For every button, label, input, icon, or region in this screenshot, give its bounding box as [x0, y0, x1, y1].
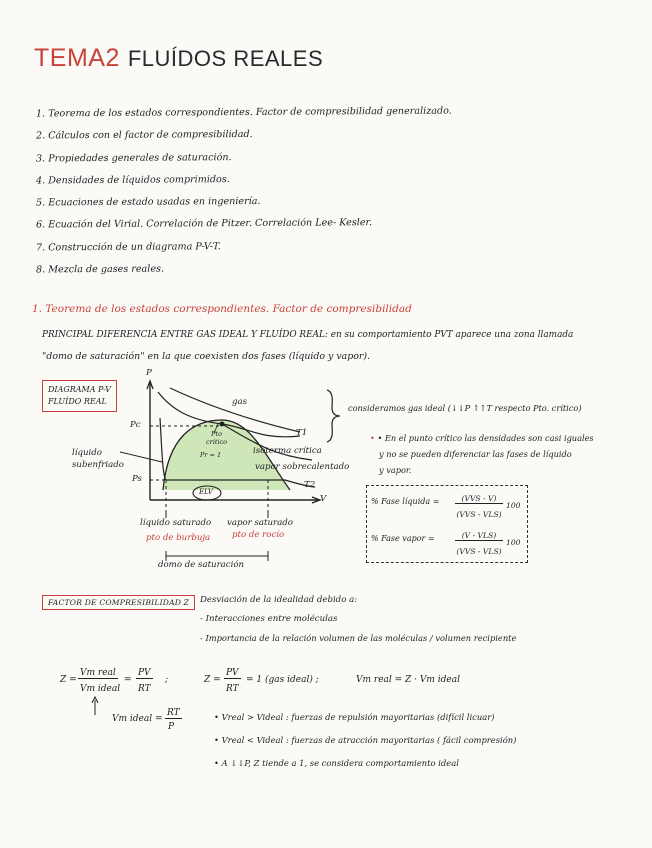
toc-item: 3. Propiedades generales de saturación. [35, 151, 232, 165]
critical-note: • • En el punto crítico las densidades son casi iguales [370, 433, 594, 443]
eq-sign: = [124, 675, 132, 685]
toc-item: 1. Teorema de los estados correspondientes. Factor de compresibilidad generalizado. [35, 105, 452, 120]
p3: P [168, 722, 175, 732]
bullet-item: • Vreal < Videal : fuerzas de atracción mayoritarias ( fácil compresión) [214, 735, 517, 745]
liquid-fraction-num: (VVS - V) [455, 494, 503, 504]
elv-label: ELV [199, 488, 213, 496]
desviacion-text: Desviación de la idealidad debido a: [200, 595, 358, 605]
z2-lhs: Z = [204, 675, 221, 685]
liquid-fraction-den: (VVS - VLS) [456, 510, 502, 519]
bullet-item: • Vreal > Videal : fuerzas de repulsión mayoritarias (difícil licuar) [214, 712, 495, 722]
vapor-fraction-label: % Fase vapor = [371, 534, 435, 543]
vm-ideal-eq: Vm ideal = [112, 714, 163, 724]
liquid-factor: 100 [506, 501, 521, 510]
diagram-label: FLUÍDO REAL [48, 397, 107, 406]
pr-label: Pr = 1 [200, 451, 222, 459]
liquido-line: líquido [72, 448, 102, 458]
gas-ideal-note: consideramos gas ideal (↓↓P ↑↑T respecto Pto. crítico) [348, 403, 582, 413]
title-sub: FLUÍDOS REALES [127, 46, 324, 71]
t2-label: T2 [304, 480, 316, 490]
critical-note-line: y vapor. [379, 465, 412, 475]
critical-point-line: crítico [206, 438, 228, 446]
toc-item: 6. Ecuación del Virial. Correlación de Pitzer. Correlación Lee- Kesler. [35, 217, 373, 231]
toc-item: 2. Cálculos con el factor de compresibilidad. [35, 129, 253, 142]
pc-label: Pc [130, 420, 141, 430]
toc-item: 5. Ecuaciones de estado usadas en ingeniería. [35, 196, 261, 209]
rt2: RT [226, 684, 239, 694]
z-lhs: Z = [60, 675, 77, 685]
z2-rhs: = 1 (gas ideal) ; [246, 675, 319, 685]
vm-real: Vm real [80, 668, 116, 678]
vm-ideal: Vm ideal [80, 684, 121, 694]
vap-saturado-label: vapor saturado [227, 518, 293, 528]
pv: PV [138, 668, 151, 678]
axis-v-label: V [320, 494, 327, 504]
critical-point-line: Pto [211, 430, 222, 438]
liquido-line: subenfriado [72, 460, 124, 470]
gas-label: gas [232, 397, 248, 407]
vapor-fraction-den: (VVS - VLS) [456, 547, 502, 556]
axis-p-label: P [146, 368, 152, 378]
bullet-item: • A ↓↓P, Z tiende a 1, se considera comportamiento ideal [214, 758, 459, 768]
semicolon: ; [165, 675, 169, 685]
ps-label: Ps [132, 474, 142, 484]
isoterma-label: isoterma crítica [253, 446, 322, 456]
pv2: PV [226, 668, 239, 678]
factor-box: FACTOR DE COMPRESIBILIDAD Z [42, 595, 195, 610]
desviacion-item: - Interacciones entre moléculas [200, 614, 338, 624]
vm-relation: Vm real = Z · Vm ideal [356, 675, 460, 685]
intro-line: "domo de saturación" en la que coexisten dos fases (líquido y vapor). [42, 351, 370, 362]
diagram-label: DIAGRAMA P-V [48, 385, 111, 394]
critical-note-line: • En el punto crítico las densidades son casi iguales [377, 433, 594, 443]
title-main: TEMA2 [34, 44, 120, 72]
vapor-factor: 100 [506, 538, 521, 547]
toc-item: 7. Construcción de un diagrama P-V-T. [35, 240, 221, 254]
rt: RT [138, 684, 151, 694]
intro-line: PRINCIPAL DIFERENCIA ENTRE GAS IDEAL Y FLUÍDO REAL: en su comportamiento PVT aparece una zona llamada [42, 330, 574, 340]
domo-label: domo de saturación [158, 560, 245, 570]
vapor-fraction-num: (V - VLS) [455, 531, 503, 541]
critical-note-line: y no se pueden diferenciar las fases de líquido [379, 449, 572, 459]
pto-rocio-label: pto de rocío [232, 530, 285, 540]
vapor-sobre-label: vapor sobrecalentado [255, 462, 350, 472]
liquid-fraction-label: % Fase líquida = [371, 497, 440, 506]
section-heading: 1. Teorema de los estados correspondientes. Factor de compresibilidad [32, 303, 412, 315]
liq-saturado-label: líquido saturado [140, 518, 212, 528]
toc-item: 8. Mezcla de gases reales. [35, 263, 165, 276]
toc-item: 4. Densidades de líquidos comprimidos. [35, 173, 230, 187]
rt3: RT [167, 708, 180, 718]
desviacion-item: - Importancia de la relación volumen de las moléculas / volumen recipiente [200, 633, 517, 643]
t1-label: T1 [296, 428, 308, 438]
pto-burbuja-label: pto de burbuja [146, 533, 211, 543]
